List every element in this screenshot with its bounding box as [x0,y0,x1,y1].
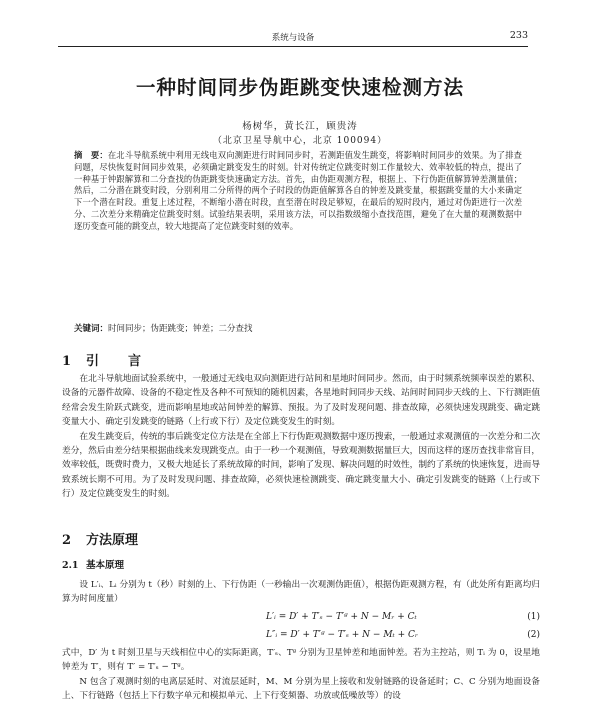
paragraph: 在发生跳变后，传统的事后跳变定位方法是在全部上下行伪距观测数据中逐历搜索，一般通过求观测值的一次差分和二次差分，然后由差分结果根据曲线来发现跳变点。由于一秒一个观测值，导致观测数据量巨大，因而这样的逐历查找非常盲目，效率较低，既费时费力，又极大地延长了系统故障的时间，影响了发现、解决问题的时效性，制约了系统的快速恢复，进而导致系统长期不可用。为了及时发现问题、排查故障，必须快速检测跳变、确定跳变量大小、确定引发跳变的链路（上行或下行）及定位跳变发生的时刻。 [62,431,540,500]
paragraph: 在北斗导航地面试验系统中，一般通过无线电双向测距进行站间和星地时间同步。然而，由于时频系统频率误差的累积、设备的元器件故障、设备的不稳定性及各种不可预知的随机因素，各星地时间同步天线、站间时间同步天线的上、下行测距值经常会发生阶跃式跳变，进而影响星地或站间钟差的解算、预报。为了及时发现问题、排查故障，必须快速发现跳变、确定跳变量大小、确定引发跳变的链路（上行或下行）及定位跳变发生的时刻。 [62,374,540,428]
equation-2 [62,630,540,644]
keywords-label: 关键词： [74,324,109,334]
basic-principle-intro [62,578,540,607]
equation-number: (2) [527,630,540,640]
subsection-heading-basic-principle [62,557,124,571]
abstract-label: 摘 要： [74,150,108,160]
section-heading-introduction [62,350,149,369]
article-title: 一种时间同步伪距跳变快速检测方法 [135,76,464,99]
equation-1 [62,612,540,626]
abstract-text: 在北斗导航系统中利用无线电双向测距进行时间同步时，若测距值发生跳变，将影响时间同步的效果。为了排查问题，尽快恢复时间同步效果，必须确定跳变发生的时刻。针对传统定位跳变时刻工作量较大、效率较低的特点，提出了一种基于钟跟解算和二分查找的伪距跳变快速确定方法。首先，由伪距观测方程，根据上、下行伪距值解算钟差测量值；然后，二分潜在跳变时段，分别利用二分所得的两个子时段的伪距值解算各自的钟差及跳变量，根据跳变量的大小来确定下一个潜在时段。重复上述过程，不断缩小潜在时段，直至潜在时段足够短，在最后的短时段内，通过对伪距进行一次差分、二次差分来精确定位跳变时刻。试验结果表明，采用该方法，可以指数级缩小查找范围，避免了在大量的观测数据中逐历变查可能的跳变点，较大地提高了定位跳变时刻的效率。 [74,150,522,231]
paragraph: 式中，D′ 为 t 时刻卫星与天线相位中心的实际距离，T′ₛ、Tᵍ 分别为卫星钟差和地面钟差。若为主控站，则 Tᵢ 为 0，设星地钟差为 T′，则有 T′ = T′ₛ − Tᵍ。 [62,648,540,673]
introduction-body [62,372,540,502]
running-head [58,30,528,47]
article-authors: 杨树华，黄长江，顾贵涛 [242,121,358,132]
section-number: 2 [62,533,72,548]
article-affiliation: （北京卫星导航中心，北京 100094） [212,136,388,146]
page-number: 233 [509,30,528,41]
paragraph: 设 L′ᵢ、Lᵢ 分别为 t（秒）时刻的上、下行伪距（一秒输出一次观测伪距值），根据伪距观测方程，有（此处所有距离均归算为时间度量） [62,580,540,605]
equation-formula: L′ᵢ = D′ + T′ₛ − T′ᵍ + N − Mᵣ + Cₜ [266,612,417,622]
subsection-number: 2.1 [62,560,79,571]
section-title: 方法原理 [86,533,139,548]
subsection-title: 基本原理 [86,560,125,571]
section-number: 1 [62,354,72,369]
basic-principle-body [62,646,540,704]
equation-number: (1) [527,612,540,622]
keywords [74,322,522,334]
section-heading-method [62,529,138,548]
equation-formula: L″ᵢ = D′ + T′ᵍ − T′ₛ + N − Mₜ + Cᵣ [266,630,419,640]
keywords-text: 时间同步；伪距跳变；钟差；二分查找 [108,324,253,334]
journal-name: 系统与设备 [271,33,315,43]
paragraph: N 包含了观测时刻的电离层延时、对流层延时，M、M 分别为星上接收和发射链路的设备延时；C、C 分别为地面设备上、下行链路（包括上下行数字单元和模拟单元、上下行变频器、功放或低噪放等）的设 [62,676,540,702]
abstract [74,150,522,233]
section-title: 引 言 [86,354,150,369]
